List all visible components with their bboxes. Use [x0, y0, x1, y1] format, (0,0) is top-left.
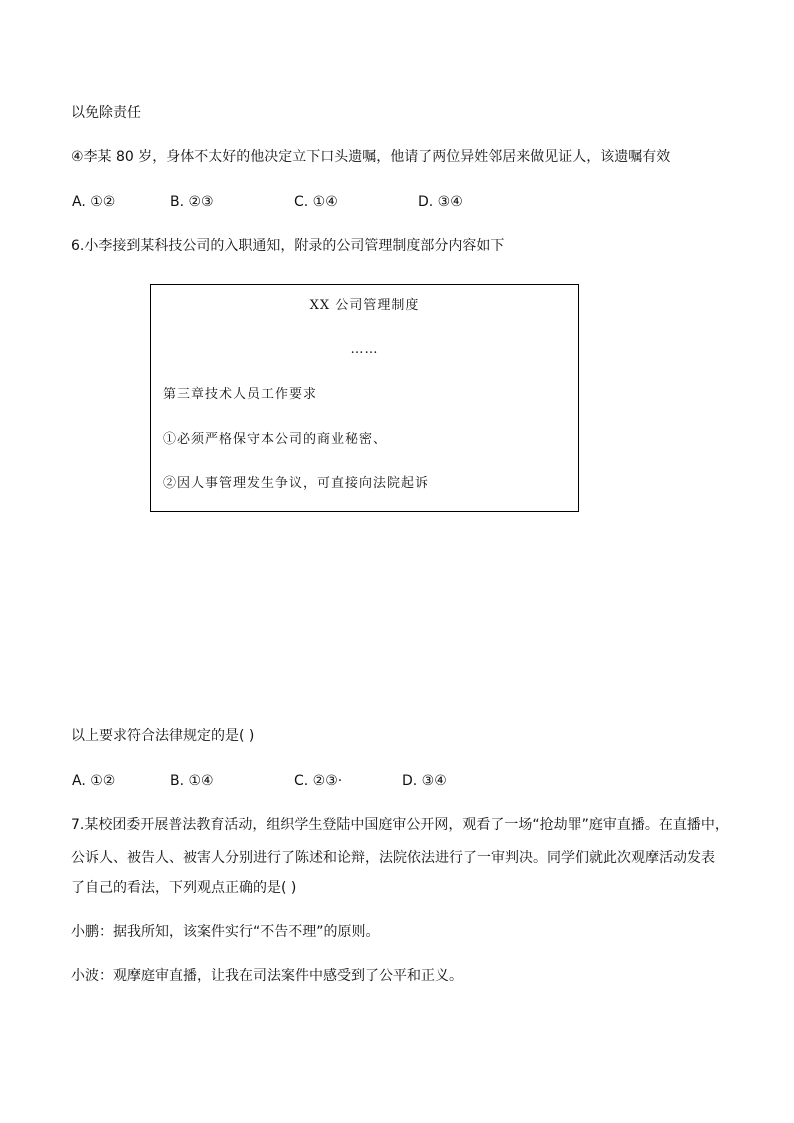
rules-title: XX 公司管理制度 [309, 298, 420, 313]
viewpoint-xiaobo: 小波：观摩庭审直播，让我在司法案件中感受到了公平和正义。 [71, 968, 463, 984]
question-text-tail: 以免除责任 [71, 105, 141, 121]
question-7-stem-line-3: 了自己的看法，下列观点正确的是( ) [71, 880, 297, 896]
statement-4: ④李某 80 岁，身体不太好的他决定立下口头遗嘱，他请了两位异姓邻居来做见证人，该遗嘱有效 [71, 149, 671, 165]
option-d[interactable]: D. ③④ [418, 194, 463, 210]
question-7-stem-line-2: 公诉人、被告人、被害人分别进行了陈述和论辩，法院依法进行了一审判决。同学们就此次观摩活动发表 [71, 850, 715, 866]
option-a[interactable]: A. ①② [72, 194, 116, 210]
option-b[interactable]: B. ②③ [170, 194, 214, 210]
question-6-prompt: 以上要求符合法律规定的是( ) [71, 728, 255, 744]
option-d[interactable]: D. ③④ [402, 773, 447, 789]
option-a[interactable]: A. ①② [72, 773, 116, 789]
option-c[interactable]: C. ①④ [294, 194, 338, 210]
rules-ellipsis: …… [350, 342, 379, 357]
option-b[interactable]: B. ①④ [170, 773, 214, 789]
question-7-stem-line-1: 7.某校团委开展普法教育活动，组织学生登陆中国庭审公开网，观看了一场“抢劫罪”庭审直播。在直播中， [71, 817, 729, 833]
rule-2: ②因人事管理发生争议，可直接向法院起诉 [163, 476, 430, 491]
viewpoint-xiaopeng: 小鹏：据我所知，该案件实行“不告不理”的原则。 [71, 924, 380, 940]
option-c[interactable]: C. ②③· [294, 773, 343, 789]
rules-chapter-heading: 第三章技术人员工作要求 [163, 387, 318, 402]
question-6-stem: 6.小李接到某科技公司的入职通知，附录的公司管理制度部分内容如下 [71, 238, 505, 254]
company-rules-box [150, 284, 579, 512]
rule-1: ①必须严格保守本公司的商业秘密、 [163, 432, 388, 447]
